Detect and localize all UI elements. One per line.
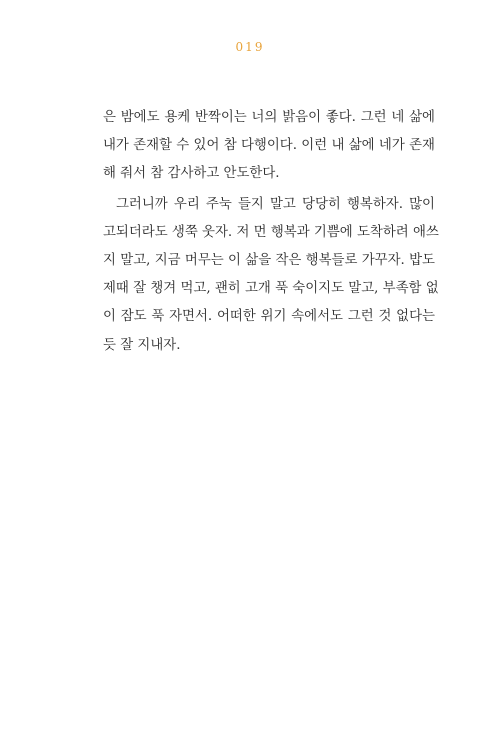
text-line: 내가 존재할 수 있어 참 다행이다. 이런 내 삶에 네가 존재 xyxy=(103,138,435,154)
text-line: 고되더라도 생쭉 웃자. 저 먼 행복과 기쁨에 도착하려 애쓰 xyxy=(103,224,439,240)
body-text xyxy=(103,104,439,360)
text-line: 해 줘서 참 감사하고 안도한다. xyxy=(103,166,280,182)
text-line: 지 말고, 지금 머무는 이 삶을 작은 행복들로 가꾸자. 밥도 xyxy=(103,253,435,269)
text-line: 제때 잘 챙겨 먹고, 괜히 고개 푹 숙이지도 말고, 부족함 없 xyxy=(103,281,439,297)
paragraph-1 xyxy=(103,104,435,189)
text-line: 이 잠도 푹 자면서. 어떠한 위기 속에서도 그런 것 없다는 xyxy=(103,309,435,325)
text-line: 은 밤에도 용케 반짝이는 너의 밝음이 좋다. 그런 네 삶에 xyxy=(103,110,435,125)
text-line: 듯 잘 지내자. xyxy=(103,337,181,353)
paragraph-2 xyxy=(103,191,439,360)
text-line: 그러니까 우리 주눅 들지 말고 당당히 행복하자. 많이 xyxy=(116,196,435,212)
page-number: 019 xyxy=(235,40,265,54)
